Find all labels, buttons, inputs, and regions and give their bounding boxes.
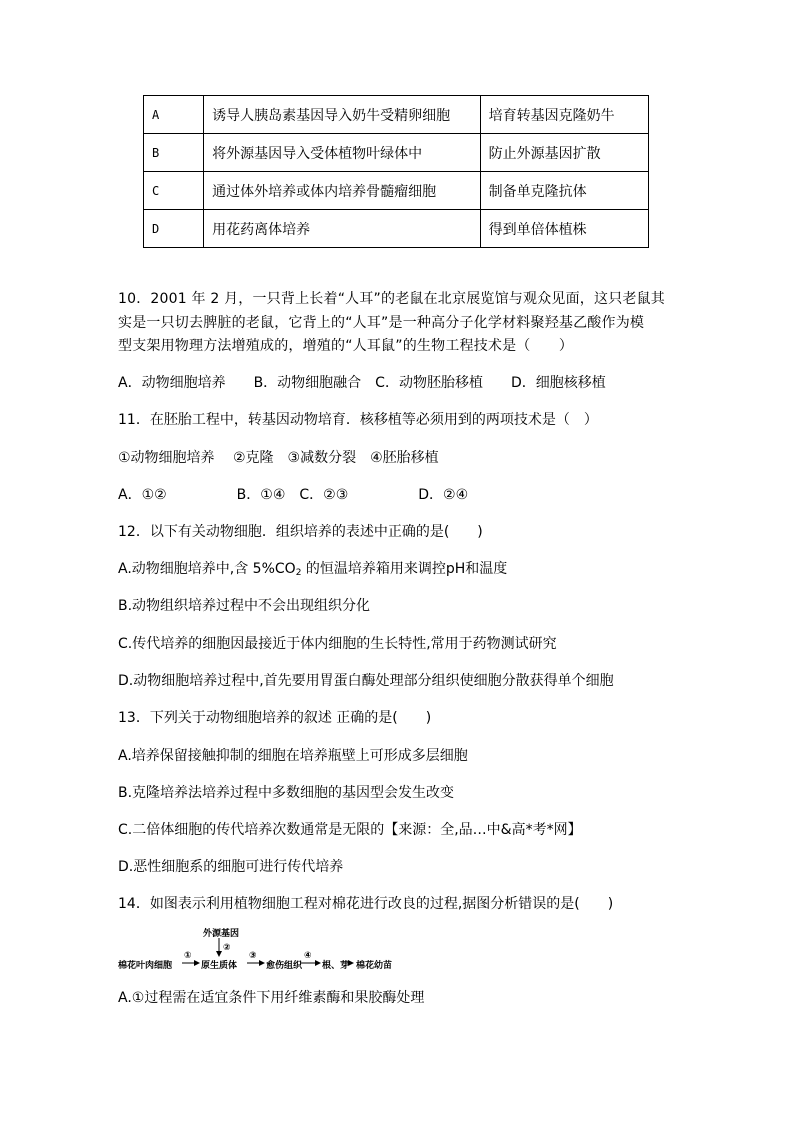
callus-label: 愈伤组织 [266,961,303,971]
table-row [144,210,649,248]
row-letter: A [144,96,204,134]
q13-option-d: D.恶性细胞系的细胞可进行传代培养 [118,859,344,875]
q12-option-c: C.传代培养的细胞因最接近于体内细胞的生长特性,常用于药物测试研究 [118,636,557,652]
q10-stem-line-3: 型支架用物理方法增殖成的，增殖的“人耳鼠”的生物工程技术是（ ） [118,338,574,354]
step-3-label: ③ [249,951,257,961]
q14-stem: 14．如图表示利用植物细胞工程对棉花进行改良的过程,据图分析错误的是( ) [118,896,614,912]
row-letter: D [144,210,204,248]
q10-stem-line-1: 10．2001 年 2 月，一只背上长着“人耳”的老鼠在北京展览馆与观众见面，这只老鼠其 [118,291,666,307]
row-operation: 用花药离体培养 [204,210,480,248]
q13-option-b: B.克隆培养法培养过程中多数细胞的基因型会发生改变 [118,785,455,801]
q13-option-a: A.培养保留接触抑制的细胞在培养瓶壁上可形成多层细胞 [118,748,468,764]
q13-option-c: C.二倍体细胞的传代培养次数通常是无限的【来源：全,品…中&高*考*网】 [118,822,582,838]
foreign-gene-label: 外源基因 [203,929,240,939]
q14-option-a: A.①过程需在适宜条件下用纤维素酶和果胶酶处理 [118,990,425,1006]
process-diagram [118,926,438,974]
co2-subscript: 2 [295,568,302,578]
row-letter: C [144,172,204,210]
step-4-label: ④ [304,951,312,961]
table-row [144,134,649,172]
step-1-label: ① [184,951,192,961]
q12-option-b: B.动物组织培养过程中不会出现组织分化 [118,598,371,614]
q12-option-a [118,559,507,583]
protoplast-label: 原生质体 [201,961,238,971]
q11-options: A．①② B．①④ C．②③ D．②④ [118,487,469,503]
q13-stem: 13．下列关于动物细胞培养的叙述 正确的是( ) [118,710,432,726]
row-operation: 诱导人胰岛素基因导入奶牛受精卵细胞 [204,96,480,134]
root-bud-label: 根、芽 [322,961,350,971]
leaf-cell-label: 棉花叶肉细胞 [118,961,173,971]
row-letter: B [144,134,204,172]
table-row [144,96,649,134]
q10-stem-line-2: 实是一只切去脾脏的老鼠，它背上的“人耳”是一种高分子化学材料聚羟基乙酸作为模 [118,315,645,331]
table-row [144,172,649,210]
row-operation: 通过体外培养或体内培养骨髓瘤细胞 [204,172,480,210]
row-purpose: 制备单克隆抗体 [480,172,648,210]
options-table [143,95,649,248]
row-purpose: 得到单倍体植株 [480,210,648,248]
q12-option-d: D.动物细胞培养过程中,首先要用胃蛋白酶处理部分组织使细胞分散获得单个细胞 [118,673,614,689]
seedling-label: 棉花幼苗 [356,961,393,971]
step-2-label: ② [223,943,231,953]
row-operation: 将外源基因导入受体植物叶绿体中 [204,134,480,172]
q11-items: ①动物细胞培养 ②克隆 ③减数分裂 ④胚胎移植 [118,450,439,466]
row-purpose: 防止外源基因扩散 [480,134,648,172]
q11-stem: 11．在胚胎工程中，转基因动物培育．核移植等必须用到的两项技术是（ ） [118,412,598,428]
row-purpose: 培育转基因克隆奶牛 [480,96,648,134]
q12-option-a-post: 的恒温培养箱用来调控pH和温度 [301,561,508,577]
q10-options: A．动物细胞培养 B．动物细胞融合 C．动物胚胎移植 D．细胞核移植 [118,375,606,391]
q12-stem: 12．以下有关动物细胞．组织培养的表述中正确的是( ) [118,524,483,540]
q12-option-a-pre: A.动物细胞培养中,含 5%CO [118,561,296,577]
